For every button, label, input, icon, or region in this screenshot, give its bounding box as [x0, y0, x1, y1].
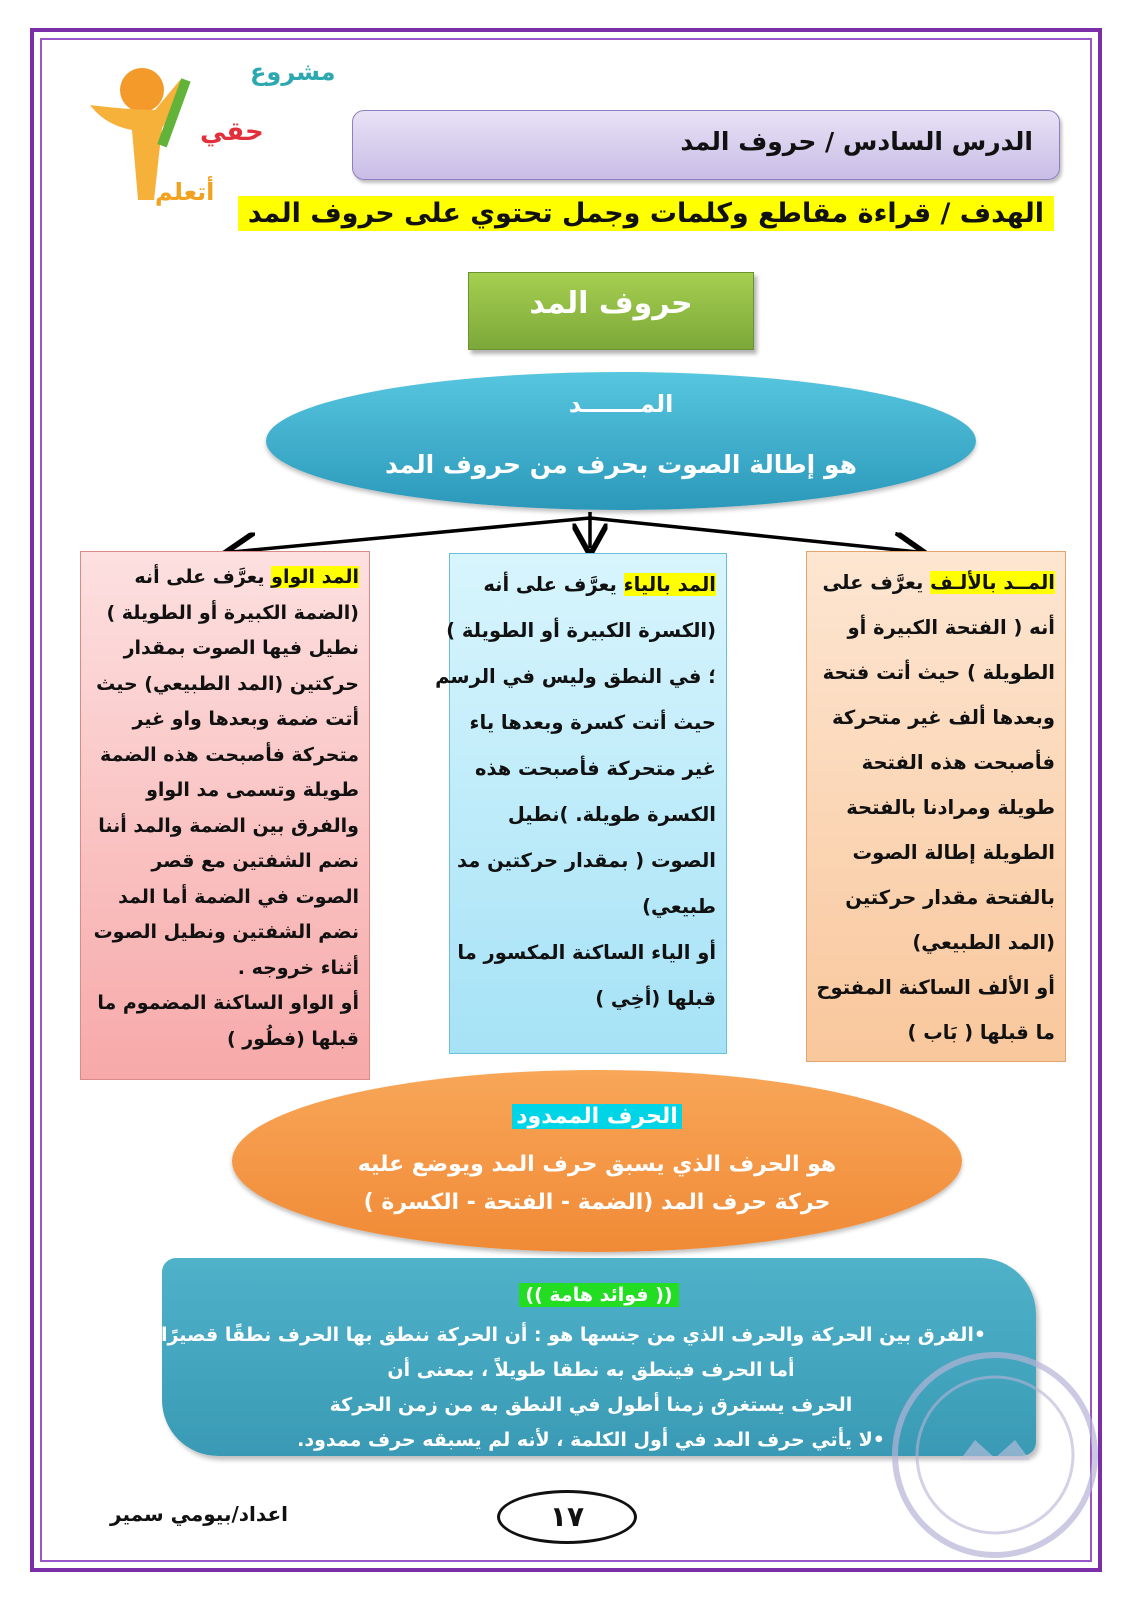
waw-line: طويلة وتسمى مد الواو	[146, 779, 359, 801]
waw-line: والفرق بين الضمة والمد أننا	[98, 814, 359, 837]
ya-line: قبلها (أخِي )	[595, 987, 716, 1010]
waw-line: حركتين (المد الطبيعي) حيث	[96, 672, 359, 695]
alif-line: أنه ( الفتحة الكبيرة أو	[847, 616, 1055, 639]
alif-line: أو الألف الساكنة المفتوح	[816, 976, 1055, 999]
ya-line: غير متحركة فأصبحت هذه	[474, 757, 716, 780]
ya-line: الصوت ( بمقدار حركتين مد	[456, 849, 716, 872]
waw-line: الصوت في الضمة أما المد	[118, 885, 359, 908]
logo-text-2: حقي	[200, 117, 264, 147]
alif-heading: المــد بالألـف	[930, 571, 1055, 594]
project-logo	[50, 50, 336, 220]
definition-text: هو إطالة الصوت بحرف من حروف المد	[385, 450, 857, 479]
alif-line: طويلة ومرادنا بالفتحة	[846, 796, 1055, 819]
ya-line: أو الياء الساكنة المكسور ما	[457, 941, 716, 964]
benefits-text	[147, 1318, 986, 1458]
ya-line: ؛ في النطق وليس في الرسم	[435, 665, 716, 688]
benefit-line: •لا يأتي حرف المد في أول الكلمة ، لأنه لم يسبقه حرف ممدود.	[297, 1429, 885, 1451]
alif-line: (المد الطبيعي)	[912, 931, 1055, 954]
waw-line: قبلها (فطُور )	[226, 1027, 359, 1050]
waw-line: نطيل فيها الصوت بمقدار	[123, 637, 359, 659]
main-topic-box	[468, 272, 754, 350]
ya-line: الكسرة طويلة. )نطيل	[507, 803, 716, 826]
waw-line: يعرَّف على أنه	[134, 566, 265, 588]
logo-text-3: أتعلم	[155, 178, 215, 206]
benefit-line: أما الحرف فينطق به نطقا طويلاً ، بمعنى أن	[387, 1359, 795, 1381]
waw-line: (الضمة الكبيرة أو الطويلة )	[106, 601, 359, 624]
watermark-stamp	[880, 1340, 1110, 1570]
waw-line: أثناء خروجه .	[237, 956, 359, 979]
waw-line: أتت ضمة وبعدها واو غير	[132, 708, 359, 730]
alif-madd-box	[806, 551, 1066, 1062]
alif-line: وبعدها ألف غير متحركة	[832, 706, 1055, 729]
ya-line: يعرَّف على أنه	[483, 573, 617, 596]
alif-line: بالفتحة مقدار حركتين	[845, 886, 1055, 909]
benefit-line: •الفرق بين الحركة والحرف الذي من جنسها هو : أن الحركة ننطق بها الحرف نطقًا قصيرًا ،	[147, 1324, 986, 1346]
logo-head-circle	[120, 68, 164, 112]
alif-line: فأصبحت هذه الفتحة	[861, 751, 1055, 774]
mamdood-line-2: حركة حرف المد (الضمة - الفتحة - الكسرة )	[363, 1190, 831, 1215]
waw-madd-box	[80, 551, 370, 1080]
alif-line: الطويلة ) حيث أتت فتحة	[822, 661, 1055, 684]
ya-madd-box	[435, 553, 727, 1054]
alif-line: الطويلة إطالة الصوت	[852, 841, 1055, 864]
ya-heading: المد بالياء	[623, 573, 716, 596]
alif-line: يعرَّف على	[822, 571, 924, 594]
mamdood-ellipse	[232, 1070, 962, 1252]
page-number: ١٧	[497, 1490, 637, 1544]
waw-line: أو الواو الساكنة المضموم ما	[97, 992, 359, 1014]
benefit-line: الحرف يستغرق زمنا أطول في النطق به من زمن الحركة	[329, 1394, 853, 1416]
lesson-title-box	[352, 110, 1060, 180]
ya-line: (الكسرة الكبيرة أو الطويلة )	[446, 619, 716, 642]
author-credit: اعداد/بيومي سمير	[110, 1502, 288, 1526]
waw-line: نضم الشفتين مع قصر	[151, 850, 359, 872]
waw-heading: المد الواو	[271, 566, 359, 588]
definition-title: المـــــــد	[568, 390, 674, 418]
mamdood-title: الحرف الممدود	[512, 1104, 682, 1129]
main-topic-title: حروف المد	[529, 286, 693, 321]
waw-line: متحركة فأصبحت هذه الضمة	[100, 743, 359, 766]
ya-line: حيث أتت كسرة وبعدها ياء	[469, 711, 716, 734]
lesson-goal: الهدف / قراءة مقاطع وكلمات وجمل تحتوي على حروف المد	[238, 196, 1054, 231]
ya-line: طبيعي)	[642, 895, 716, 918]
waw-line: نضم الشفتين ونطيل الصوت	[93, 921, 359, 943]
lesson-title: الدرس السادس / حروف المد	[680, 127, 1033, 156]
benefits-title: (( فوائد هامة ))	[519, 1283, 678, 1307]
logo-text-1: مشروع	[250, 58, 336, 86]
alif-line: ما قبلها ( بَاب )	[907, 1021, 1055, 1044]
mamdood-line-1: هو الحرف الذي يسبق حرف المد ويوضع عليه	[357, 1152, 837, 1177]
definition-ellipse	[266, 372, 976, 510]
